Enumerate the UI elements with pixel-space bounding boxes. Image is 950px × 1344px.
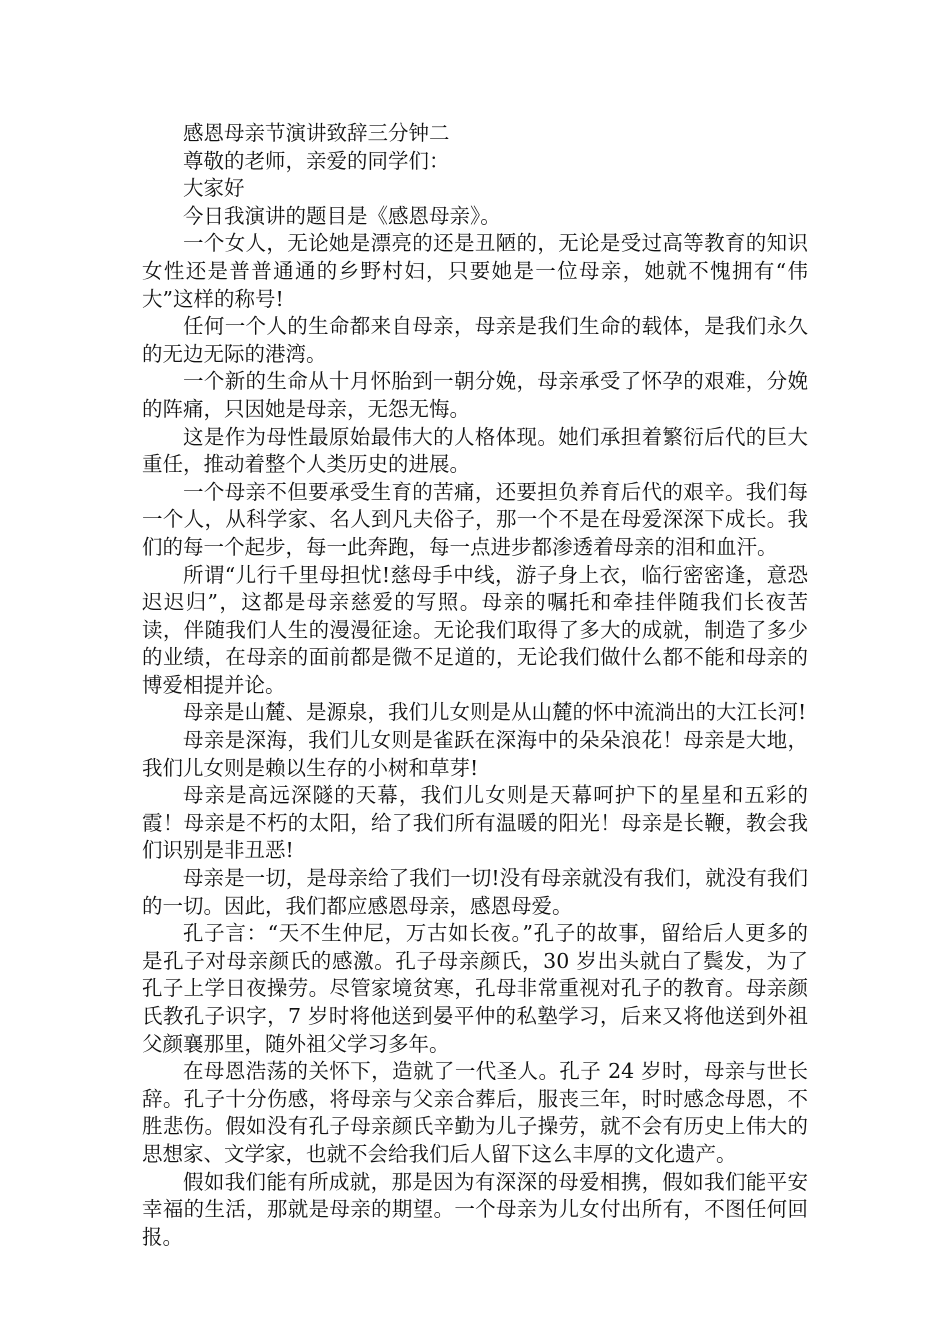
paragraph: 孔子言：“天不生仲尼，万古如长夜。”孔子的故事，留给后人更多的是孔子对母亲颜氏的感激。孔子母亲颜氏，30 岁出头就白了鬓发，为了孔子上学日夜操劳。尽管家境贫寒，孔母非常重视对孔子的教育。母亲颜氏教孔子识字，7 岁时将他送到晏平仲的私塾学习，后来又将他送到外祖父颜襄那里，随外祖父学习多年。 <box>142 921 808 1056</box>
document-page <box>142 120 808 1251</box>
paragraph: 这是作为母性最原始最伟大的人格体现。她们承担着繁衍后代的巨大重任，推动着整个人类历史的进展。 <box>142 424 808 477</box>
paragraph: 任何一个人的生命都来自母亲，母亲是我们生命的载体，是我们永久的无边无际的港湾。 <box>142 314 808 366</box>
paragraph: 一个女人，无论她是漂亮的还是丑陋的，无论是受过高等教育的知识女性还是普普通通的乡野村妇，只要她是一位母亲，她就不愧拥有“伟大”这样的称号! <box>142 231 808 311</box>
paragraph: 母亲是山麓、是源泉，我们儿女则是从山麓的怀中流淌出的大江长河! <box>183 700 807 725</box>
paragraph: 母亲是深海，我们儿女则是雀跃在深海中的朵朵浪花！母亲是大地，我们儿女则是赖以生存的小树和草芽! <box>142 728 808 780</box>
greeting: 大家好 <box>183 176 245 201</box>
paragraph: 一个母亲不但要承受生育的苦痛，还要担负养育后代的艰辛。我们每一个人，从科学家、名人到凡夫俗子，那一个不是在母爱深深下成长。我们的每一个起步，每一此奔跑，每一点进步都渗透着母亲的泪和血汗。 <box>142 479 808 559</box>
salutation: 尊敬的老师，亲爱的同学们： <box>183 148 450 173</box>
paragraph: 母亲是一切，是母亲给了我们一切!没有母亲就没有我们，就没有我们的一切。因此，我们都应感恩母亲，感恩母爱。 <box>142 866 808 918</box>
document-title: 感恩母亲节演讲致辞三分钟二 <box>183 121 450 145</box>
paragraph: 一个新的生命从十月怀胎到一朝分娩，母亲承受了怀孕的艰难，分娩的阵痛，只因她是母亲，无怨无悔。 <box>142 369 808 421</box>
paragraph: 在母恩浩荡的关怀下，造就了一代圣人。孔子 24 岁时，母亲与世长辞。孔子十分伤感，将母亲与父亲合葬后，服丧三年，时时感念母恩，不胜悲伤。假如没有孔子母亲颜氏辛勤为儿子操劳，就不会有历史上伟大的思想家、文学家，也就不会给我们后人留下这么丰厚的文化遗产。 <box>142 1059 808 1166</box>
paragraph: 所谓“儿行千里母担忧!慈母手中线，游子身上衣，临行密密逢，意恐迟迟归”，这都是母亲慈爱的写照。母亲的嘱托和牵挂伴随我们长夜苦读，伴随我们人生的漫漫征途。无论我们取得了多大的成就，制造了多少的业绩，在母亲的面前都是微不足道的，无论我们做什么都不能和母亲的博爱相提并论。 <box>142 562 808 697</box>
topic-intro: 今日我演讲的题目是《感恩母亲》。 <box>183 203 501 228</box>
paragraph: 母亲是高远深隧的天幕，我们儿女则是天幕呵护下的星星和五彩的霞！母亲是不朽的太阳，给了我们所有温暖的阳光！母亲是长鞭，教会我们识别是非丑恶! <box>142 783 808 863</box>
paragraph: 假如我们能有所成就，那是因为有深深的母爱相携，假如我们能平安幸福的生活，那就是母亲的期望。一个母亲为儿女付出所有，不图任何回报。 <box>142 1169 808 1249</box>
